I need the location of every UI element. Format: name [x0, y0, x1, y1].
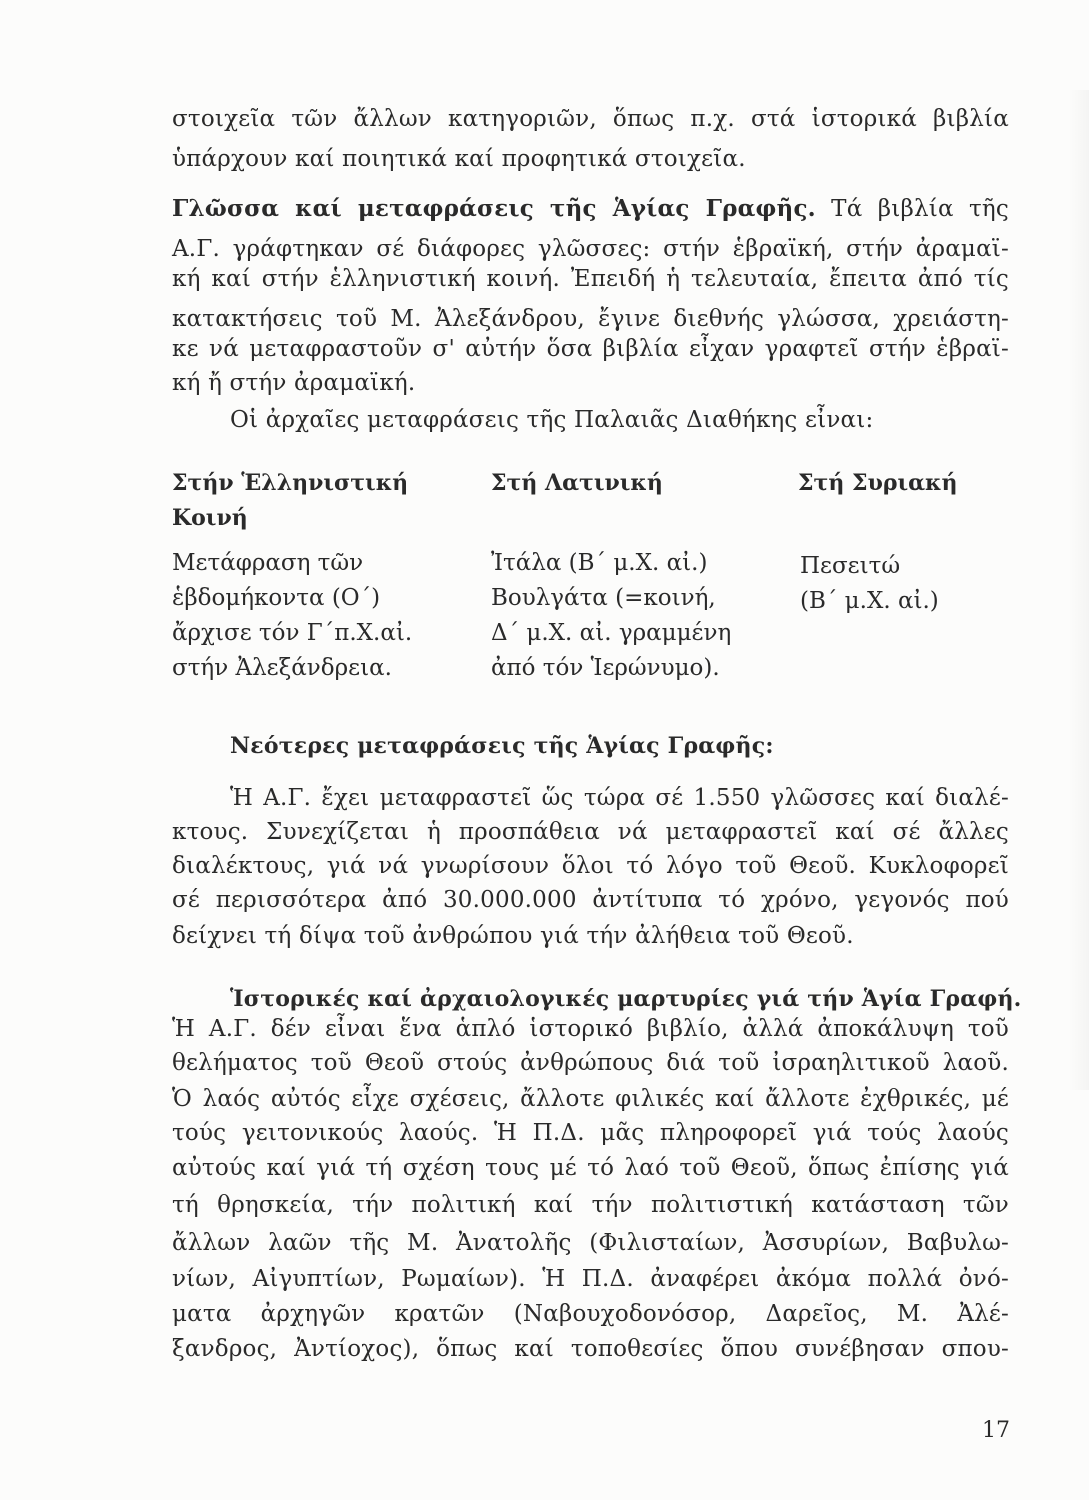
text-line: νίων, Αἰγυπτίων, Ρωμαίων). Ἡ Π.Δ. ἀναφέρει ἀκόμα πολλά ὀνό-	[172, 1266, 1009, 1292]
table-header-hellenistic-2: Κοινή	[172, 505, 248, 531]
text-line: κε νά μεταφραστοῦν σ' αὐτήν ὅσα βιβλία εἶχαν γραφτεῖ στήν ἑβραϊ-	[172, 336, 1009, 362]
page-number: 17	[982, 1418, 1010, 1443]
text-line: δείχνει τή δίψα τοῦ ἀνθρώπου γιά τήν ἀλήθεια τοῦ Θεοῦ.	[172, 923, 854, 949]
table-header-hellenistic: Στήν Ἑλληνιστική	[172, 470, 409, 496]
text-line: Ἡ Α.Γ. δέν εἶναι ἕνα ἁπλό ἱστορικό βιβλίο, ἀλλά ἀποκάλυψη τοῦ	[172, 1016, 1009, 1042]
table-cell: ἄρχισε τόν Γ΄π.Χ.αἰ.	[172, 620, 413, 646]
text-line: τή θρησκεία, τήν πολιτική καί τήν πολιτιστική κατάσταση τῶν	[172, 1192, 1009, 1218]
table-cell: Δ΄ μ.Χ. αἰ. γραμμένη	[491, 620, 732, 646]
text-line: ξανδρος, Ἀντίοχος), ὅπως καί τοποθεσίες ὅπου συνέβησαν σπου-	[172, 1336, 1009, 1362]
text-line: κή καί στήν ἑλληνιστική κοινή. Ἐπειδή ἡ τελευταία, ἔπειτα ἀπό τίς	[172, 266, 1009, 292]
text-line: κτους. Συνεχίζεται ἡ προσπάθεια νά μεταφραστεῖ καί σέ ἄλλες	[172, 819, 1009, 845]
text-line: κή ἤ στήν ἀραμαϊκή.	[172, 370, 416, 396]
table-cell: (Β΄ μ.Χ. αἰ.)	[800, 588, 939, 614]
translations-intro: Οἱ ἀρχαῖες μεταφράσεις τῆς Παλαιᾶς Διαθήκης εἶναι:	[230, 407, 874, 433]
text-line: σέ περισσότερα ἀπό 30.000.000 ἀντίτυπα τό χρόνο, γεγονός πού	[172, 887, 1009, 913]
table-header-latin: Στή Λατινική	[491, 470, 663, 496]
table-cell: Βουλγάτα (=κοινή,	[491, 585, 716, 611]
section-heading-modern-translations: Νεότερες μεταφράσεις τῆς Ἁγίας Γραφῆς:	[230, 733, 774, 759]
table-cell: Μετάφραση τῶν	[172, 550, 364, 576]
section-heading-languages: Γλῶσσα καί μεταφράσεις τῆς Ἁγίας Γραφῆς.	[172, 195, 816, 222]
page-edge-shadow	[1068, 90, 1089, 1090]
text-line: αὐτούς καί γιά τή σχέση τους μέ τό λαό τοῦ Θεοῦ, ὅπως ἐπίσης γιά	[172, 1155, 1009, 1181]
section-heading-line	[172, 194, 1009, 224]
table-cell: ἀπό τόν Ἱερώνυμο).	[491, 655, 720, 681]
table-header-syriac: Στή Συριακή	[798, 470, 958, 496]
text-line: Ἡ Α.Γ. ἔχει μεταφραστεῖ ὥς τώρα σέ 1.550 γλῶσσες καί διαλέ-	[230, 785, 1009, 811]
text-line: διαλέκτους, γιά νά γνωρίσουν ὅλοι τό λόγο τοῦ Θεοῦ. Κυκλοφορεῖ	[172, 853, 1009, 879]
text-line: ἄλλων λαῶν τῆς Μ. Ἀνατολῆς (Φιλισταίων, Ἀσσυρίων, Βαβυλω-	[172, 1230, 1009, 1256]
heading-continuation: Τά βιβλία τῆς	[815, 196, 1009, 222]
text-line: στοιχεῖα τῶν ἄλλων κατηγοριῶν, ὅπως π.χ. στά ἱστορικά βιβλία	[172, 106, 1009, 132]
table-cell: στήν Ἀλεξάνδρεια.	[172, 655, 392, 681]
text-line: Α.Γ. γράφτηκαν σέ διάφορες γλῶσσες: στήν ἑβραϊκή, στήν ἀραμαϊ-	[172, 236, 1009, 262]
table-cell: Ἰτάλα (Β΄ μ.Χ. αἰ.)	[491, 550, 708, 576]
section-heading-historical-testimonies: Ἱστορικές καί ἀρχαιολογικές μαρτυρίες γιά τήν Ἁγία Γραφή.	[230, 986, 1022, 1012]
text-line: ὑπάρχουν καί ποιητικά καί προφητικά στοιχεῖα.	[172, 146, 746, 172]
table-cell: ἑβδομήκοντα (Ο΄)	[172, 585, 381, 611]
table-cell: Πεσειτώ	[800, 553, 901, 579]
text-line: Ὁ λαός αὐτός εἶχε σχέσεις, ἄλλοτε φιλικές καί ἄλλοτε ἐχθρικές, μέ	[172, 1086, 1009, 1112]
text-line: τούς γειτονικούς λαούς. Ἡ Π.Δ. μᾶς πληροφορεῖ γιά τούς λαούς	[172, 1120, 1009, 1146]
text-line: ματα ἀρχηγῶν κρατῶν (Ναβουχοδονόσορ, Δαρεῖος, Μ. Ἀλέ-	[172, 1301, 1009, 1327]
text-line: κατακτήσεις τοῦ Μ. Ἀλεξάνδρου, ἔγινε διεθνής γλώσσα, χρειάστη-	[172, 306, 1009, 332]
text-line: θελήματος τοῦ Θεοῦ στούς ἀνθρώπους διά τοῦ ἰσραηλιτικοῦ λαοῦ.	[172, 1050, 1009, 1076]
